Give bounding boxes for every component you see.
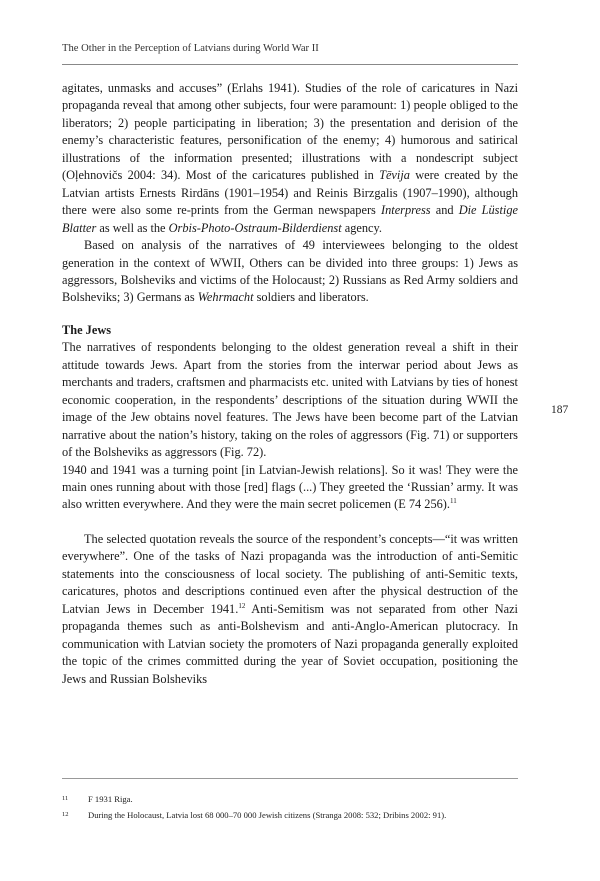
spacer xyxy=(62,514,518,531)
paragraph-1-text-c: and xyxy=(430,203,459,218)
agency-name: Orbis-Photo-Ostraum-Bilderdienst xyxy=(168,220,342,235)
footnote-mark: 11 xyxy=(62,795,69,802)
footnote-item xyxy=(62,791,532,807)
footnote-item xyxy=(62,807,532,823)
running-head: The Other in the Perception of Latvians during World War II xyxy=(62,43,319,54)
footnote-mark: 12 xyxy=(62,811,69,818)
paragraph-2-text-a: Based on analysis of the narratives of 49 interviewees belonging to the oldest generation in the context of WWII, Others can be divided into three groups: 1) Jews as aggressors, Bolsheviks and victims of the Holocaust; 2) Russians as Red Army soldiers and Bolsheviks; 3) Germans as xyxy=(62,238,518,305)
footnote-text: During the Holocaust, Latvia lost 68 000–70 000 Jewish citizens (Stranga 2008: 532; Dribins 2002: 91). xyxy=(88,810,447,820)
paragraph-2 xyxy=(62,237,518,307)
paragraph-4 xyxy=(62,531,518,688)
footnote-text: F 1931 Riga. xyxy=(88,794,133,804)
paragraph-2-text-b: soldiers and liberators. xyxy=(253,290,369,305)
block-quote xyxy=(62,462,518,514)
page-number: 187 xyxy=(551,404,569,416)
newspaper-title-lustige-blatter: Die Lüstige Blatter xyxy=(62,203,518,235)
footnote-ref-11: 11 xyxy=(450,497,457,506)
block-quote-text: 1940 and 1941 was a turning point [in Latvian-Jewish relations]. So it was! They were the main ones running about with those [red] flags (...) They greeted the ‘Russian’ army. It was also written everywhere. And they were the main secret policemen (E 74 256). xyxy=(62,462,518,512)
paragraph-3: The narratives of respondents belonging to the oldest generation reveal a shift in their attitude towards Jews. Apart from the stories from the interwar period about Jews as merchants and traders, craftsmen and pharmacists etc. united with Latvians by ties of honest economic cooperation, in the respondents’ descriptions of the situation during WWII the image of the Jew obtains novel features. The Jews have been become part of the Latvian narrative about the nation’s history, taking on the roles of aggressors (Fig. 71) or supporters of the Bolsheviks as aggressors (Fig. 72). xyxy=(62,340,518,460)
footnotes xyxy=(62,791,532,823)
newspaper-title-tevija: Tēvija xyxy=(379,168,410,183)
paragraph-4-text-a: The selected quotation reveals the source of the respondent’s concepts—“it was written everywhere”. One of the tasks of Nazi propaganda was the introduction of anti-Semitic statements into the consciousness of local society. The publishing of anti-Semitic texts, caricatures, photos and descriptions continued even after the physical destruction of the Latvian Jews in December 1941. xyxy=(62,531,518,616)
paragraph-4-text-b: Anti-Semitism was not separated from other Nazi propaganda themes such as anti-Bolshevism and anti-Anglo-American plutocracy. In communication with Latvian society the promoters of Nazi propaganda generally exploited the topic of the crimes committed during the year of Soviet occupation, positioning the Jews and Russian Bolsheviks xyxy=(62,601,518,686)
newspaper-title-interpress: Interpress xyxy=(380,203,431,218)
section-heading: The Jews xyxy=(62,322,112,337)
paragraph-1-text-d: as well as the xyxy=(96,220,169,235)
wehrmacht-term: Wehrmacht xyxy=(197,290,254,305)
header-rule xyxy=(62,64,518,65)
body-text xyxy=(62,80,518,688)
footnote-ref-12: 12 xyxy=(238,601,246,610)
paragraph-1-text-a: agitates, unmasks and accuses” (Erlahs 1941). Studies of the role of caricatures in Nazi propaganda reveal that among other subjects, four were paramount: 1) people obliged to the liberators; 2) people participating in liberation; 3) the presentation and derision of the enemy’s characteristic features, personification of the enemy; 4) humorous and satirical illustrations of the information presented; illustrations with a nondescript subject (Oļehnovičs 2004: 34). Most of the caricatures published in xyxy=(62,81,518,183)
paragraph-1-text-b: were created by the Latvian artists Ernests Rirdāns (1901–1954) and Reinis Birzgalis (1907–1990), although there were also some re-prints from the German newspapers xyxy=(62,168,518,218)
paragraph-1-text-e: agency. xyxy=(341,220,382,235)
footnote-rule xyxy=(62,778,518,779)
paragraph-1 xyxy=(62,80,518,237)
